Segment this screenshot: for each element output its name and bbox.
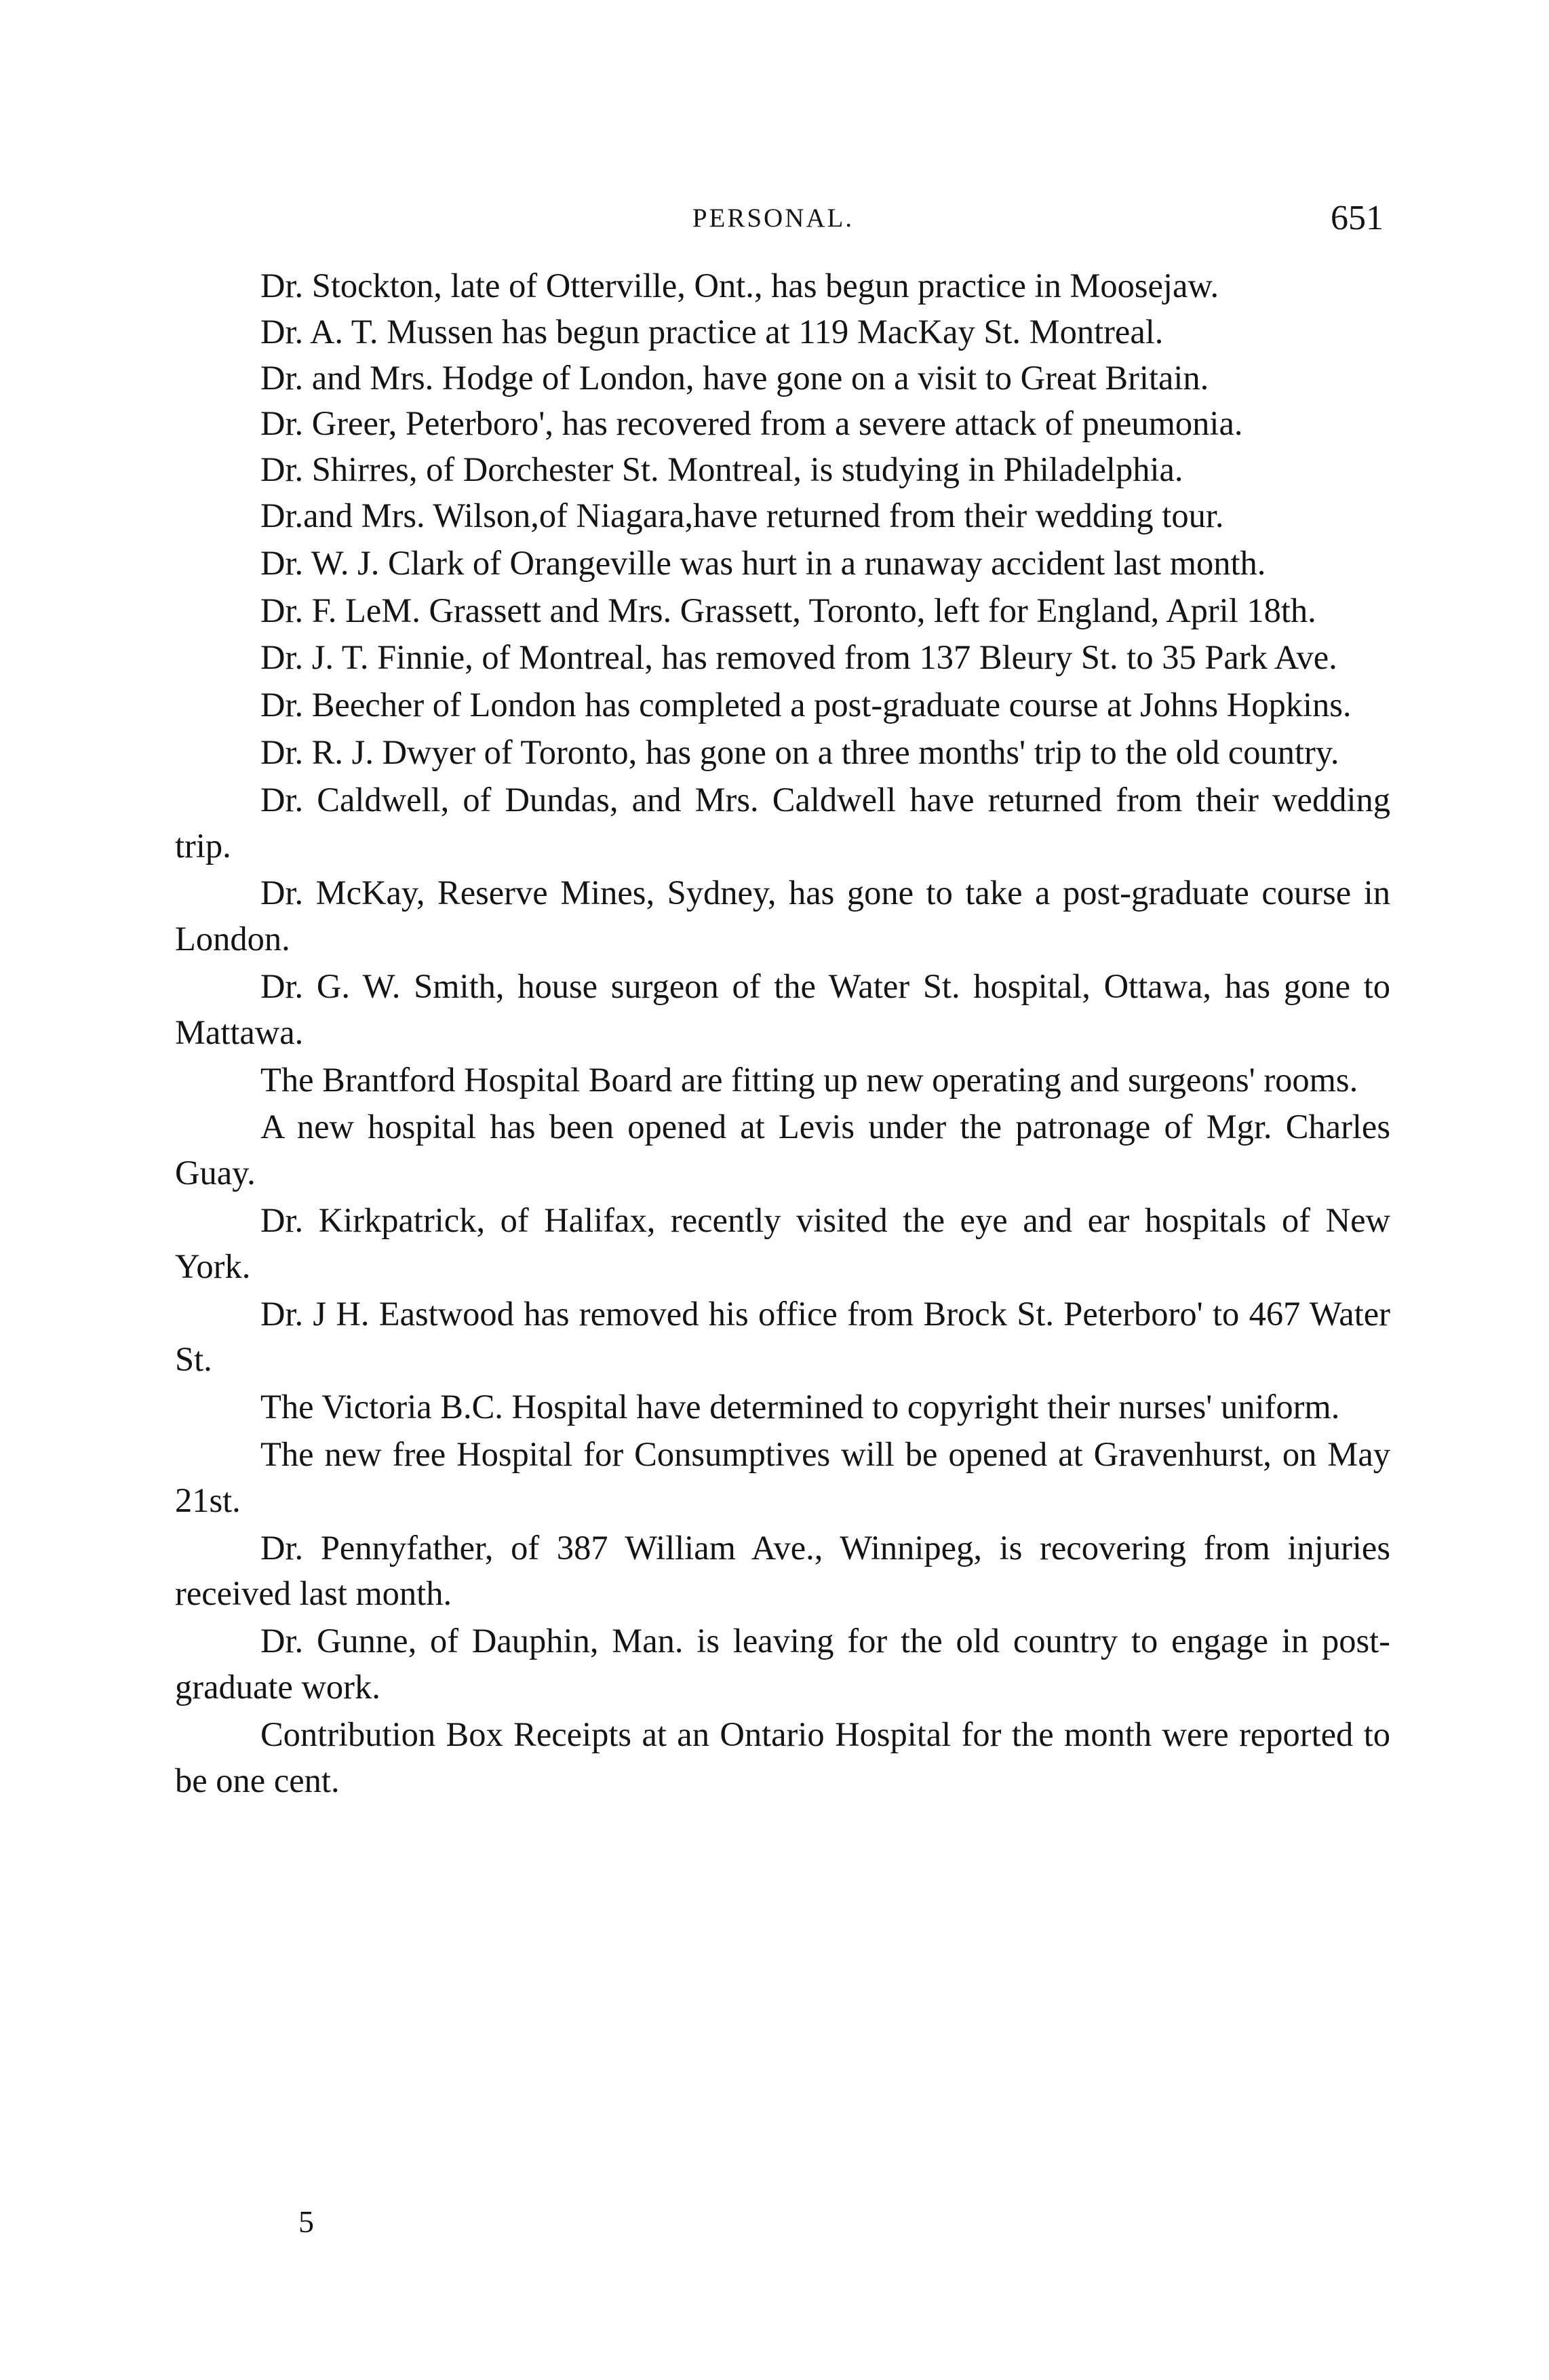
news-item: A new hospital has been opened at Levis under the patronage of Mgr. Charles Guay. (175, 1108, 1390, 1192)
news-item: Dr. and Mrs. Hodge of London, have gone on a visit to Great Britain. (260, 358, 1209, 397)
news-item: Dr. Beecher of London has completed a post-graduate course at Johns Hopkins. (260, 686, 1352, 724)
news-item: Dr. Caldwell, of Dundas, and Mrs. Caldwell have returned from their wedding trip. (175, 780, 1390, 865)
news-item: The new free Hospital for Consumptives will be opened at Gravenhurst, on May 21st. (175, 1435, 1390, 1519)
news-item: The Brantford Hospital Board are fitting up new operating and surgeons' rooms. (260, 1060, 1358, 1099)
news-item: Dr. Pennyfather, of 387 William Ave., Winnipeg, is recovering from injuries received last month. (175, 1528, 1390, 1613)
news-item: Dr. J. T. Finnie, of Montreal, has removed from 137 Bleury St. to 35 Park Ave. (260, 638, 1337, 677)
news-item: Dr. Kirkpatrick, of Halifax, recently visited the eye and ear hospitals of New York. (175, 1201, 1390, 1285)
news-item: The Victoria B.C. Hospital have determined to copyright their nurses' uniform. (260, 1388, 1340, 1426)
news-item: Contribution Box Receipts at an Ontario Hospital for the month were reported to be one cent. (175, 1715, 1390, 1799)
personal-notes (175, 263, 1390, 1803)
news-item: Dr. Greer, Peterboro', has recovered from a severe attack of pneumonia. (260, 404, 1243, 443)
page-number: 651 (1331, 199, 1384, 237)
running-head (163, 198, 1384, 252)
running-title: PERSONAL. (692, 203, 855, 233)
news-item: Dr.and Mrs. Wilson,of Niagara,have returned from their wedding tour. (260, 496, 1224, 534)
news-item: Dr. Stockton, late of Otterville, Ont., has begun practice in Moosejaw. (260, 267, 1219, 305)
signature-mark: 5 (298, 2204, 314, 2239)
news-item: Dr. A. T. Mussen has begun practice at 119 MacKay St. Montreal. (260, 312, 1164, 351)
news-item: Dr. G. W. Smith, house surgeon of the Water St. hospital, Ottawa, has gone to Mattawa. (175, 967, 1390, 1051)
news-item: Dr. Shirres, of Dorchester St. Montreal, is studying in Philadelphia. (260, 450, 1183, 489)
news-item: Dr. Gunne, of Dauphin, Man. is leaving for the old country to engage in post-graduate work. (175, 1622, 1390, 1706)
news-item: Dr. F. LeM. Grassett and Mrs. Grassett, Toronto, left for England, April 18th. (260, 591, 1316, 629)
news-item: Dr. R. J. Dwyer of Toronto, has gone on a three months' trip to the old country. (260, 733, 1339, 771)
news-item: Dr. J H. Eastwood has removed his office from Brock St. Peterboro' to 467 Water St. (175, 1294, 1390, 1379)
news-item: Dr. W. J. Clark of Orangeville was hurt in a runaway accident last month. (260, 543, 1266, 582)
news-item: Dr. McKay, Reserve Mines, Sydney, has gone to take a post-graduate course in London. (175, 874, 1390, 958)
